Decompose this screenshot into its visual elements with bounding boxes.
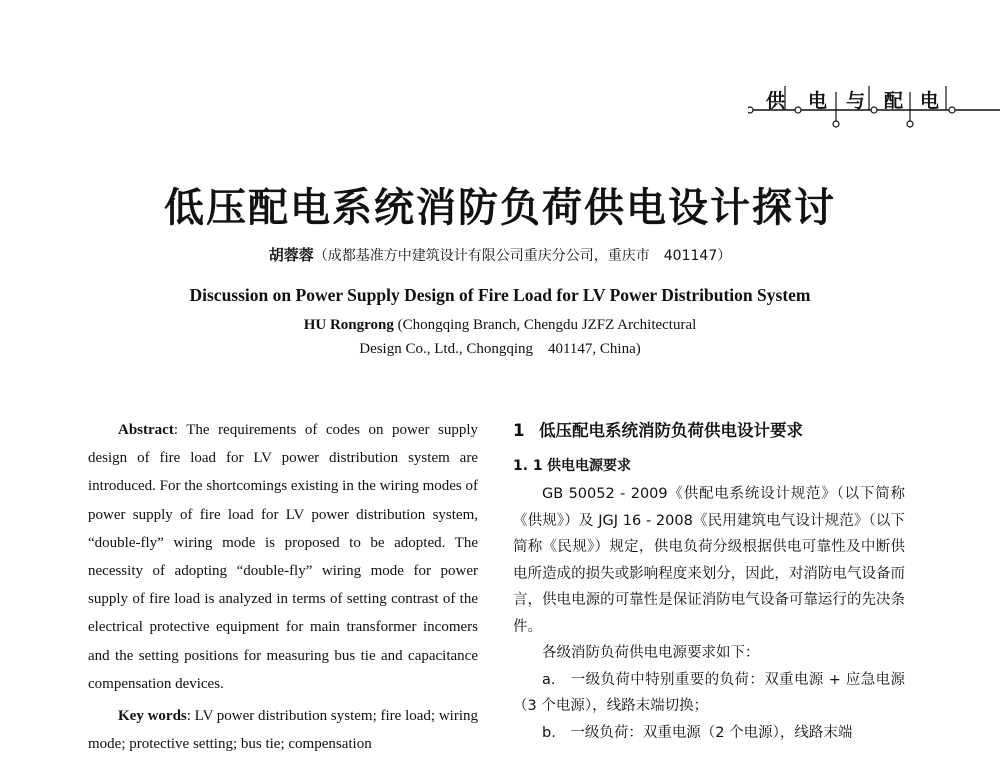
subsection-number: 1. 1 — [513, 457, 543, 474]
title-english: Discussion on Power Supply Design of Fire Load for LV Power Distribution System — [189, 285, 811, 305]
subsection-title: 供电电源要求 — [547, 457, 631, 474]
author-affiliation-en-line2: Design Co., Ltd., Chongqing 401147, China) — [359, 341, 641, 357]
right-column — [513, 416, 905, 746]
column-header-ornament — [748, 82, 1000, 132]
left-column — [88, 416, 478, 758]
column-header-char: 电 — [808, 90, 828, 112]
section-number: 1 — [513, 421, 525, 440]
column-header — [748, 82, 1000, 132]
body-paragraph: a. 一级负荷中特别重要的负荷：双重电源 + 应急电源（3 个电源），线路末端切换； — [513, 671, 905, 714]
keywords-label: Key words — [118, 708, 187, 725]
column-header-char: 与 — [846, 90, 866, 112]
title-chinese: 低压配电系统消防负荷供电设计探讨 — [164, 184, 836, 231]
column-header-char: 配 — [884, 90, 904, 112]
abstract-text: : The requirements of codes on power supply design of fire load for LV power distribution system are introduced. For the shortcomings existing in the wiring modes of power supply of fire load for LV power distribution system, “double-fly” wiring mode is proposed to be adopted. The necessity of adopting “double-fly” wiring mode for power supply of fire load is analyzed in terms of setting contrast of the electrical protective equipment for main transformer incomers and the setting positions for measuring bus tie and capacitance compensation devices. — [88, 422, 478, 692]
keywords-paragraph — [88, 702, 478, 758]
author-name-en: HU Rongrong — [303, 317, 394, 333]
section-title: 低压配电系统消防负荷供电设计要求 — [539, 421, 803, 440]
author-english — [0, 313, 1000, 361]
column-header-char: 供 — [766, 90, 786, 112]
column-header-char: 电 — [920, 90, 940, 112]
abstract-label: Abstract — [118, 422, 174, 438]
author-chinese — [0, 244, 1000, 265]
abstract-paragraph — [88, 416, 478, 698]
section-heading — [513, 418, 905, 445]
author-affiliation-cn: （成都基准方中建筑设计有限公司重庆分公司，重庆市 401147） — [313, 248, 732, 264]
subsection-heading — [513, 453, 905, 480]
body-paragraph: b. 一级负荷：双重电源（2 个电源），线路末端 — [542, 724, 853, 741]
keywords-text: : LV power distribution system; fire load; wiring mode; protective setting; bus tie; compensation — [88, 708, 478, 753]
author-name-cn: 胡蓉蓉 — [268, 246, 314, 264]
body-paragraph: GB 50052 - 2009《供配电系统设计规范》（以下简称《供规》）及 JGJ 16 - 2008《民用建筑电气设计规范》（以下简称《民规》）规定，供电负荷分级根据供电可靠性及中断供电所造成的损失或影响程度来划分，因此，对消防电气设备而言，供电电源的可靠性是保证消防电气设备可靠运行的先决条件。 — [513, 486, 905, 635]
body-paragraph: 各级消防负荷供电电源要求如下： — [542, 645, 760, 661]
author-affiliation-en-line1: (Chongqing Branch, Chengdu JZFZ Architectural — [397, 317, 697, 333]
